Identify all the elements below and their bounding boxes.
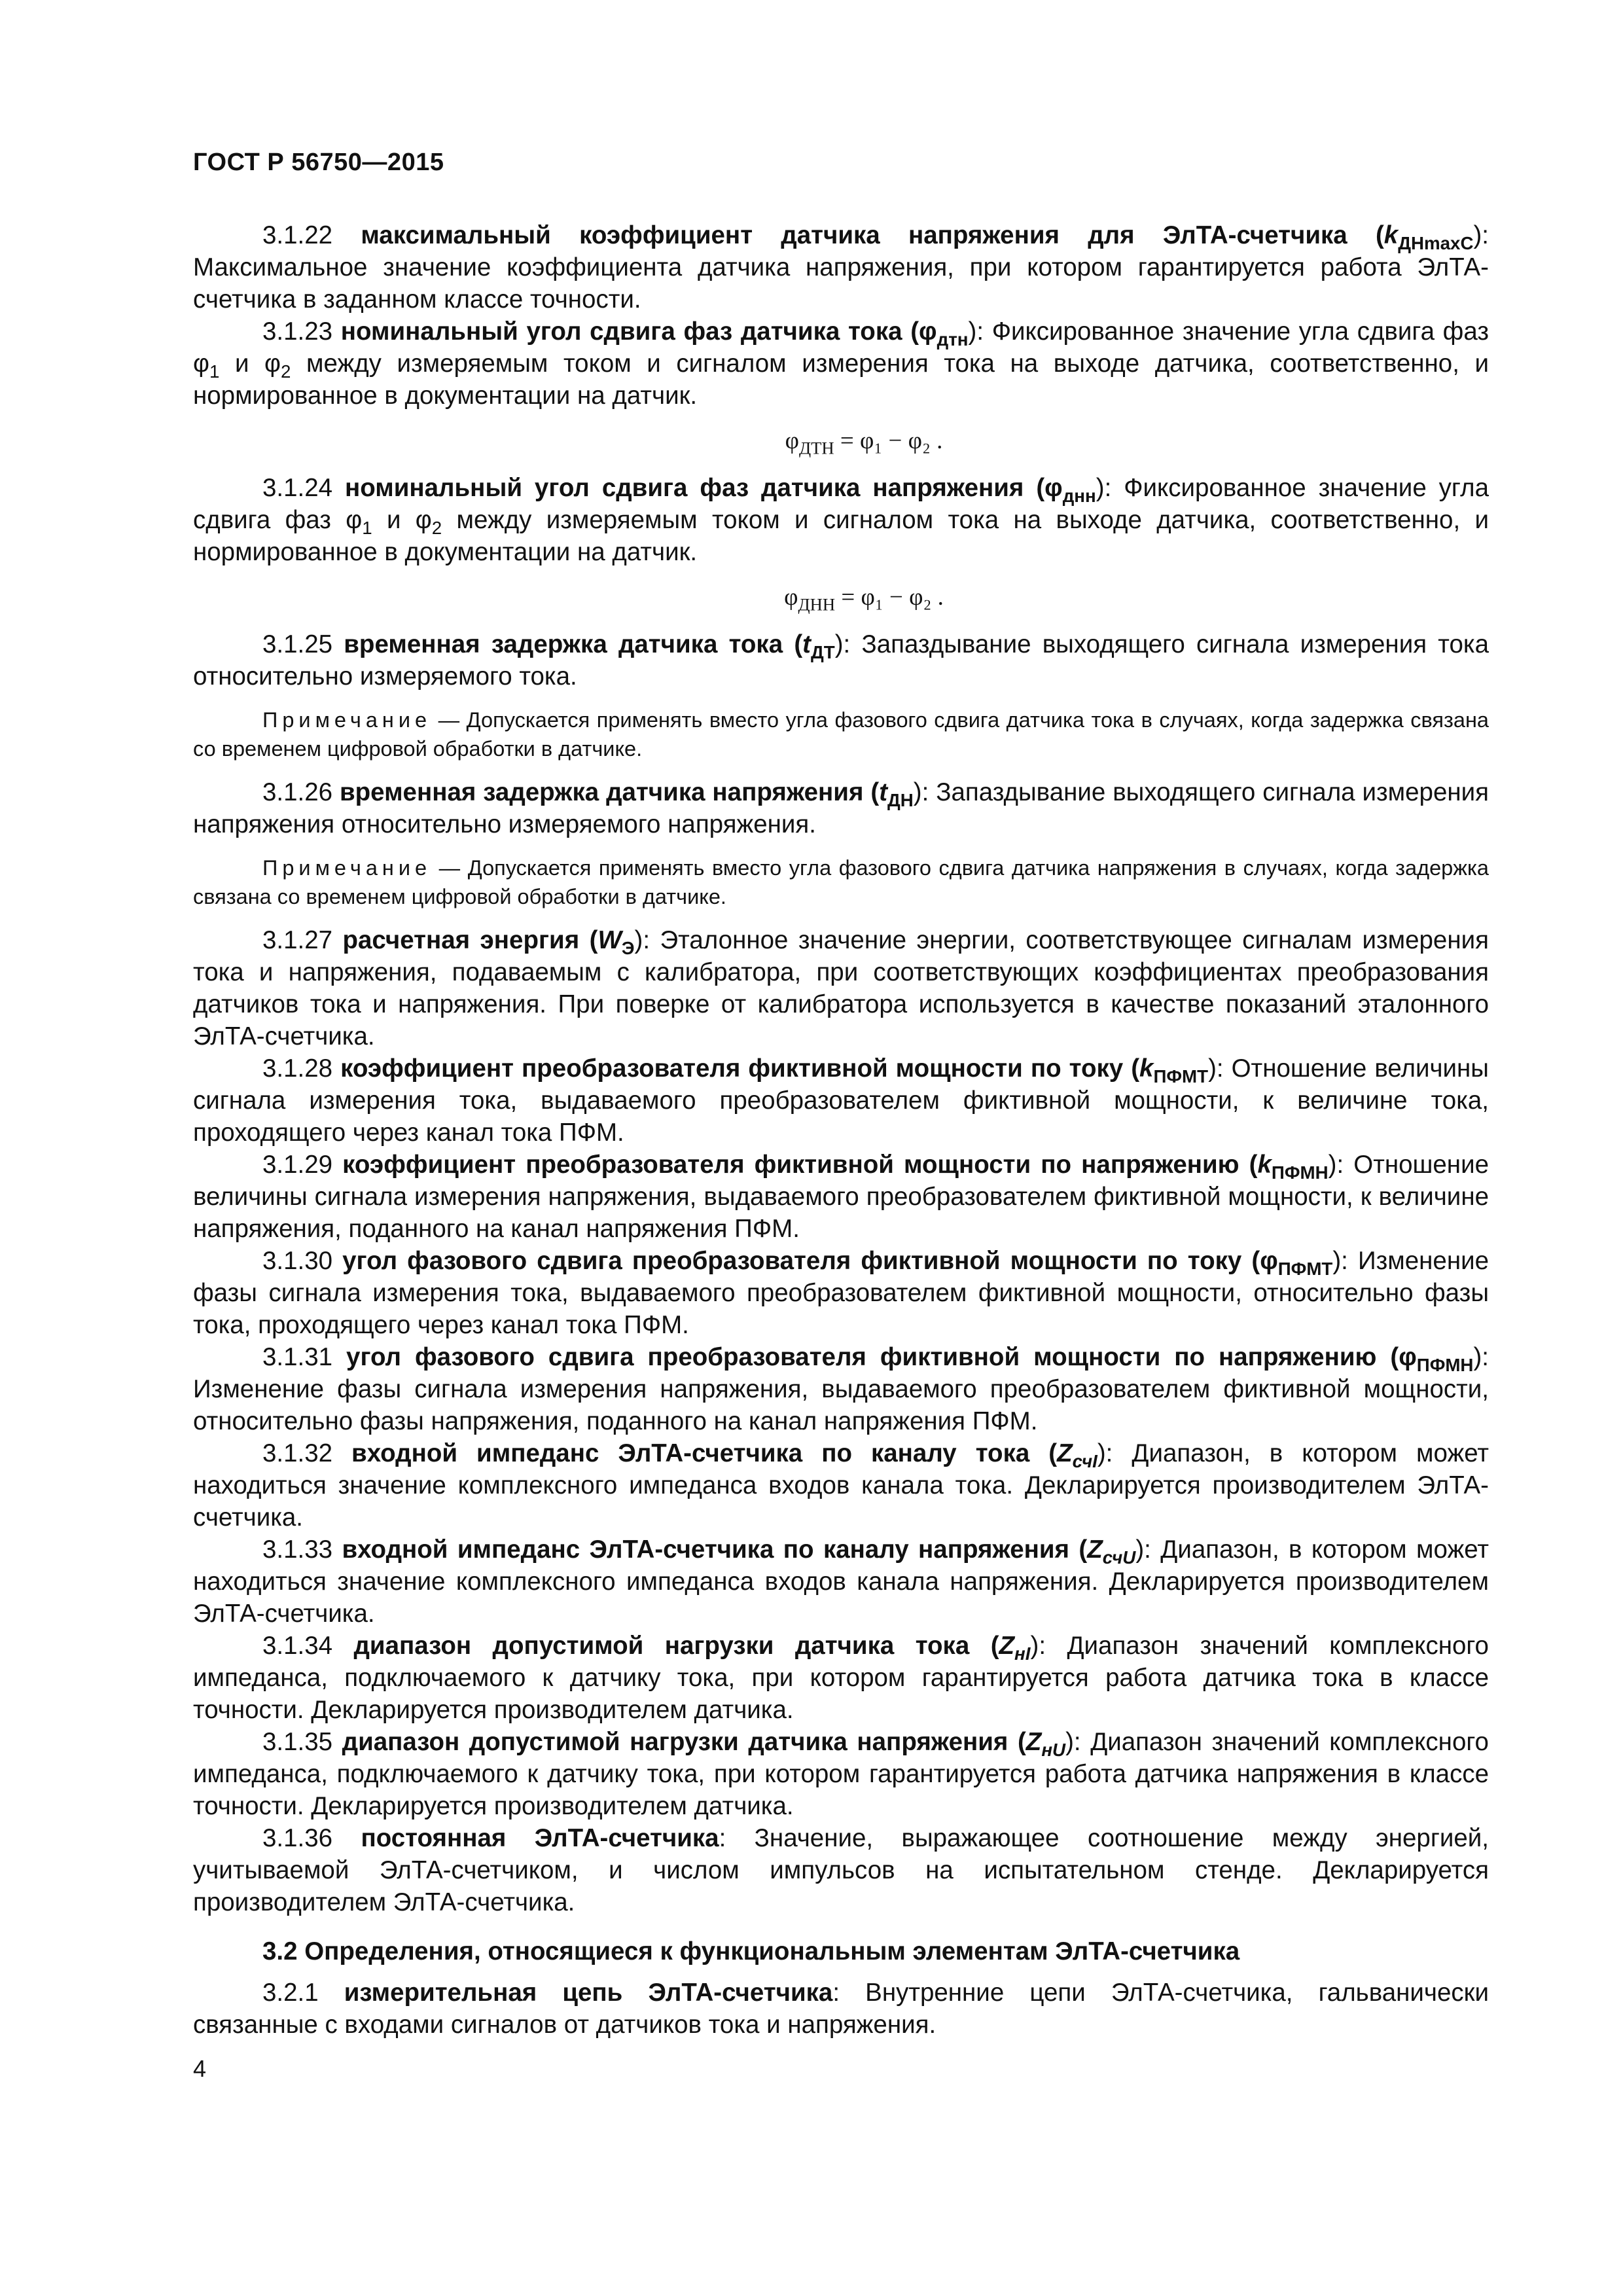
symbol: t <box>879 778 888 806</box>
symbol: k <box>1257 1151 1272 1179</box>
symbol: k <box>1139 1054 1154 1083</box>
note-1: Примечание — Допускается применять вместо угла фазового сдвига датчика тока в случаях, когда задержка связана со временем цифровой обработки в датчике. <box>193 708 1489 761</box>
definition-3-1-27: 3.1.27 расчетная энергия $(W_Э)$: Эталонное значение энергии, соответствующее сигналам измерения тока и напряжения, подаваемым с калибратора, при соответствующих коэффициентах преобразования датчиков тока и напряжения. При поверке от калибратора используется в качестве показаний эталонного ЭлТА-счетчика. <box>193 926 1489 1050</box>
term: номинальный угол сдвига фаз датчика тока <box>340 317 902 346</box>
definition-3-1-25: 3.1.25 временная задержка датчика тока $(t_{ДТ})$: Запаздывание выходящего сигнала измерения тока относительно измеряемого тока. <box>193 630 1489 691</box>
term: временная задержка датчика тока <box>344 630 783 658</box>
definition-3-1-32: 3.1.32 входной импеданс ЭлТА-счетчика по каналу тока $(Z_{счI})$: Диапазон, в котором может находиться значение комплексного импеданса входов канала тока. Декларируется производителем ЭлТА-счетчика. <box>193 1439 1489 1532</box>
section-heading-3-2: 3.2 Определения, относящиеся к функциональным элементам ЭлТА-счетчика <box>262 1937 1240 1965</box>
definition-text: Отношение величины сигнала измерения тока, выдаваемого преобразователем фиктивной мощности, к величине тока, проходящего через канал тока ПФМ. <box>193 1054 1489 1147</box>
definition-text: Отношение величины сигнала измерения напряжения, выдаваемого преобразователем фиктивной мощности, к величине напряжения, поданного на канал напряжения ПФМ. <box>193 1151 1489 1243</box>
document-body <box>193 219 1489 2041</box>
note-label: Примечание <box>262 856 432 880</box>
symbol: φ <box>1399 1343 1417 1371</box>
term: измерительная цепь ЭлТА-счетчика <box>344 1979 833 2007</box>
symbol: φ <box>1260 1247 1278 1275</box>
term: диапазон допустимой нагрузки датчика напряжения <box>342 1728 1008 1756</box>
definition-text: Диапазон, в котором может находиться значение комплексного импеданса входов канала напряжения. Декларируется производителем ЭлТА-счетчика. <box>193 1535 1489 1628</box>
term: входной импеданс ЭлТА-счетчика по каналу тока <box>351 1439 1030 1467</box>
definition-text: Запаздывание выходящего сигнала измерения тока относительно измеряемого тока. <box>193 630 1489 691</box>
formula-phase-current: $\varphi_{ДТН} = \varphi_1 - \varphi_2$ . <box>785 427 943 458</box>
definition-3-1-35: 3.1.35 диапазон допустимой нагрузки датчика напряжения $(Z_{нU})$: Диапазон значений комплексного импеданса, подключаемого к датчику тока, при котором гарантируется работа датчика напряжения в классе точности. Декларируется производителем датчика. <box>193 1728 1489 1820</box>
term: угол фазового сдвига преобразователя фиктивной мощности по току <box>342 1247 1242 1275</box>
symbol: Z <box>1026 1728 1042 1756</box>
definition-text: Изменение фазы сигнала измерения напряжения, выдаваемого преобразователем фиктивной мощности, относительно фазы напряжения, поданного на канал напряжения ПФМ. <box>193 1375 1489 1435</box>
definition-text: Изменение фазы сигнала измерения тока, выдаваемого преобразователем фиктивной мощности, относительно фазы тока, проходящего через канал тока ПФМ. <box>193 1247 1489 1339</box>
definition-3-1-31: 3.1.31 угол фазового сдвига преобразователя фиктивной мощности по напряжению $(\varphi_{ПФМН})$: Изменение фазы сигнала измерения напряжения, выдаваемого преобразователем фиктивной мощности, относительно фазы напряжения, поданного на канал напряжения ПФМ. <box>193 1343 1489 1435</box>
symbol: Z <box>1057 1439 1073 1467</box>
definition-3-1-34: 3.1.34 диапазон допустимой нагрузки датчика тока $(Z_{нI})$: Диапазон значений комплексного импеданса, подключаемого к датчику тока, при котором гарантируется работа датчика тока в классе точности. Декларируется производителем датчика. <box>193 1632 1489 1724</box>
document-header: ГОСТ Р 56750—2015 <box>193 149 444 176</box>
definition-3-1-22: 3.1.22 максимальный коэффициент датчика напряжения для ЭлТА-счетчика $(k_{ДНmaxС})$: Максимальное значение коэффициента датчика напряжения, при котором гарантируется работа ЭлТА-счетчика в заданном классе точности. <box>193 221 1489 314</box>
term: диапазон допустимой нагрузки датчика тока <box>353 1632 970 1660</box>
definition-text: Диапазон значений комплексного импеданса, подключаемого к датчику тока, при котором гарантируется работа датчика напряжения в классе точности. Декларируется производителем датчика. <box>193 1728 1489 1820</box>
term: максимальный коэффициент датчика напряжения для ЭлТА-счетчика <box>361 221 1347 249</box>
definition-text: Диапазон, в котором может находиться значение комплексного импеданса входов канала тока. Декларируется производителем ЭлТА-счетчика. <box>193 1439 1489 1532</box>
term: коэффициент преобразователя фиктивной мощности по напряжению <box>342 1151 1240 1179</box>
definition-3-1-28: 3.1.28 коэффициент преобразователя фиктивной мощности по току $(k_{ПФМТ})$: Отношение величины сигнала измерения тока, выдаваемого преобразователем фиктивной мощности, к величине тока, проходящего через канал тока ПФМ. <box>193 1054 1489 1147</box>
term: расчетная энергия <box>342 926 580 954</box>
definition-3-1-30: 3.1.30 угол фазового сдвига преобразователя фиктивной мощности по току $(\varphi_{ПФМТ})$: Изменение фазы сигнала измерения тока, выдаваемого преобразователем фиктивной мощности, относительно фазы тока, проходящего через канал тока ПФМ. <box>193 1247 1489 1339</box>
symbol: Z <box>1087 1535 1103 1564</box>
term: постоянная ЭлТА-счетчика <box>361 1824 719 1852</box>
term: временная задержка датчика напряжения <box>339 778 864 806</box>
symbol: W <box>597 926 622 954</box>
symbol: φ <box>919 317 937 346</box>
definition-3-1-26: 3.1.26 временная задержка датчика напряжения $(t_{ДН})$: Запаздывание выходящего сигнала измерения напряжения относительно измеряемого напряжения. <box>193 778 1489 838</box>
note-label: Примечание <box>262 708 432 732</box>
definition-text: : Значение, выражающее соотношение между энергией, учитываемой ЭлТА-счетчиком, и числом импульсов на испытательном стенде. Декларируется производителем ЭлТА-счетчика. <box>193 1824 1489 1916</box>
definition-text: Максимальное значение коэффициента датчика напряжения, при котором гарантируется работа ЭлТА-счетчика в заданном классе точности. <box>193 253 1489 314</box>
definition-text: Запаздывание выходящего сигнала измерения напряжения относительно измеряемого напряжения. <box>193 778 1489 838</box>
definition-text: : Внутренние цепи ЭлТА-счетчика, гальванически связанные с входами сигналов от датчиков тока и напряжения. <box>193 1979 1489 2039</box>
definition-3-2-1: 3.2.1 измерительная цепь ЭлТА-счетчика: Внутренние цепи ЭлТА-счетчика, гальванически связанные с входами сигналов от датчиков тока и напряжения. <box>193 1979 1489 2039</box>
term: угол фазового сдвига преобразователя фиктивной мощности по напряжению <box>346 1343 1377 1371</box>
symbol: t <box>802 630 811 658</box>
term: номинальный угол сдвига фаз датчика напряжения <box>344 474 1024 502</box>
symbol: k <box>1383 221 1399 249</box>
definition-3-1-33: 3.1.33 входной импеданс ЭлТА-счетчика по каналу напряжения $(Z_{счU})$: Диапазон, в котором может находиться значение комплексного импеданса входов канала напряжения. Декларируется производителем ЭлТА-счетчика. <box>193 1535 1489 1628</box>
formula-phase-voltage: $\varphi_{ДНН} = \varphi_1 - \varphi_2$ . <box>784 584 944 615</box>
definition-3-1-24: 3.1.24 номинальный угол сдвига фаз датчика напряжения $(\varphi_{днн})$: Фиксированное значение угла сдвига фаз $\varphi_1$ и $\varphi_2$ между измеряемым током и сигналом тока на выходе датчика, соответственно, и нормированное в документации на датчик. <box>193 474 1489 566</box>
definition-text: Эталонное значение энергии, соответствующее сигналам измерения тока и напряжения, подаваемым с калибратора, при соответствующих коэффициентах преобразования датчиков тока и напряжения. При поверке от калибратора используется в качестве показаний эталонного ЭлТА-счетчика. <box>193 926 1489 1050</box>
definition-3-1-36: 3.1.36 постоянная ЭлТА-счетчика: Значение, выражающее соотношение между энергией, учитываемой ЭлТА-счетчиком, и числом импульсов на испытательном стенде. Декларируется производителем ЭлТА-счетчика. <box>193 1824 1489 1916</box>
page-number: 4 <box>193 2055 207 2082</box>
definition-3-1-23: 3.1.23 номинальный угол сдвига фаз датчика тока $(\varphi_{дтн})$: Фиксированное значение угла сдвига фаз $\varphi_1$ и $\varphi_2$ между измеряемым током и сигналом измерения тока на выходе датчика, соответственно, и нормированное в документации на датчик. <box>193 317 1489 410</box>
definition-3-1-29: 3.1.29 коэффициент преобразователя фиктивной мощности по напряжению $(k_{ПФМН})$: Отношение величины сигнала измерения напряжения, выдаваемого преобразователем фиктивной мощности, к величине напряжения, поданного на канал напряжения ПФМ. <box>193 1151 1489 1243</box>
definition-text: Диапазон значений комплексного импеданса, подключаемого к датчику тока, при котором гарантируется работа датчика тока в классе точности. Декларируется производителем датчика. <box>193 1632 1489 1724</box>
symbol: φ <box>1044 474 1063 502</box>
symbol: Z <box>999 1632 1015 1660</box>
note-2: Примечание — Допускается применять вместо угла фазового сдвига датчика напряжения в случаях, когда задержка связана со временем цифровой обработки в датчике. <box>193 856 1489 908</box>
term: входной импеданс ЭлТА-счетчика по каналу напряжения <box>342 1535 1070 1564</box>
term: коэффициент преобразователя фиктивной мощности по току <box>340 1054 1124 1083</box>
